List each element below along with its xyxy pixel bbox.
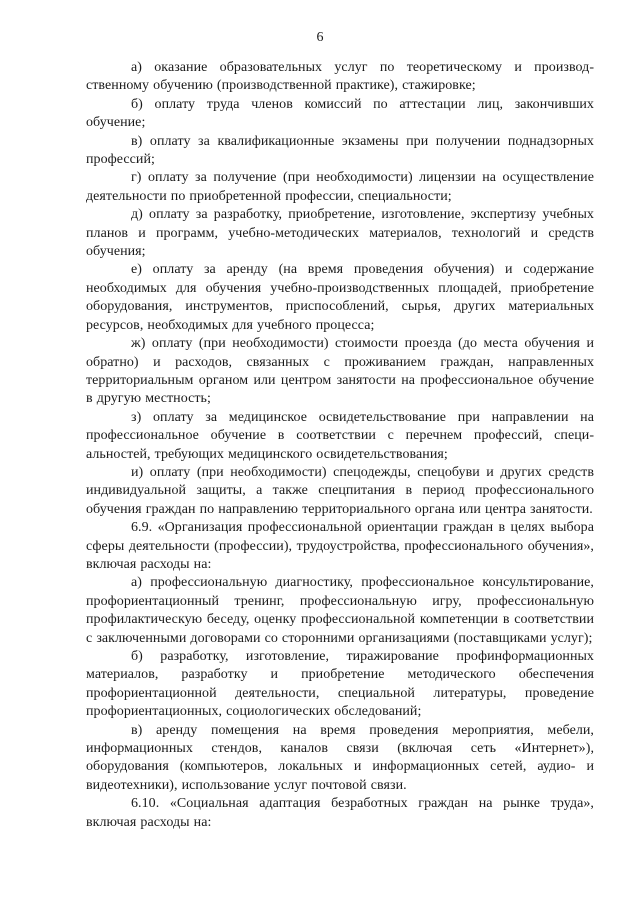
paragraph-item-v-qualification-exams: в) оплату за квалификационные экзамены при получении поднадзорных профессий;: [86, 133, 594, 168]
page-number: 6: [316, 30, 324, 45]
paragraph-item-i-protective-clothing: и) оплату (при необходимости) спецодежды, спецобуви и других средств индивидуальной защиты, а также спецпитания в период профессионального обучения граждан по направлению территориального органа или центра занятости.: [86, 464, 594, 517]
paragraph-item-d-curriculum: д) оплату за разработку, приобретение, изготовление, экспертизу учебных планов и программ, учебно-методических материалов, технологий и средств обучения;: [86, 207, 594, 260]
paragraph-6-9-item-a-diagnostics: а) профессиональную диагностику, профессиональное консультирование, профориентационный тренинг, профессиональную игру, профессиональную профилактическую беседу, оценку профессиональной компетенции в соответствии с заключенными договорами со сторонними организациями (поставщиками услуг);: [86, 575, 594, 646]
paragraph-item-b-commission-payment: б) оплату труда членов комиссий по аттестации лиц, закончивших обучение;: [86, 96, 594, 131]
document-body: [86, 59, 594, 832]
paragraph-item-a-education-services: а) оказание образовательных услуг по теоретическому и производственному обучению (производственной практике), стажировке;: [86, 60, 594, 94]
paragraph-section-6-9: 6.9. «Организация профессиональной ориентации граждан в целях выбора сферы деятельности (профессии), трудоустройства, профессионального обучения», включая расходы на:: [86, 520, 594, 572]
paragraph-6-9-item-v-rental: в) аренду помещения на время проведения мероприятия, мебели, информационных стендов, каналов связи (включая сеть «Интернет»), оборудования (компьютеров, локальных и информационных сетей, аудио- и видеотехники), использование услуг почтовой связи.: [86, 722, 594, 793]
paragraph-section-6-10: 6.10. «Социальная адаптация безработных граждан на рынке труда», включая расходы на:: [86, 796, 594, 830]
paragraph-item-z-medical: з) оплату за медицинское освидетельствование при направлении на профессиональное обучение в соответствии с перечнем профессий, специальностей, требующих медицинского освидетельствования;: [86, 409, 594, 462]
paragraph-item-g-license: г) оплату за получение (при необходимости) лицензии на осуществление деятельности по приобретенной профессии, специальности;: [86, 170, 594, 204]
paragraph-6-9-item-b-materials: б) разработку, изготовление, тиражирование профинформационных материалов, разработку и приобретение методического обеспечения профориентационной деятельности, специальной литературы, проведение профориентационных, социологических обследований;: [86, 649, 594, 720]
paragraph-item-zh-travel: ж) оплату (при необходимости) стоимости проезда (до места обучения и обратно) и расходов, связанных с проживанием граждан, направленных территориальным органом или центром занятости на профессиональное обучение в другую местность;: [86, 336, 594, 407]
paragraph-item-e-rent: е) оплату за аренду (на время проведения обучения) и содержание необходимых для обучения учебно-производственных площадей, приобретение оборудования, инструментов, приспособлений, сырья, других материальных ресурсов, необходимых для учебного процесса;: [86, 262, 594, 333]
